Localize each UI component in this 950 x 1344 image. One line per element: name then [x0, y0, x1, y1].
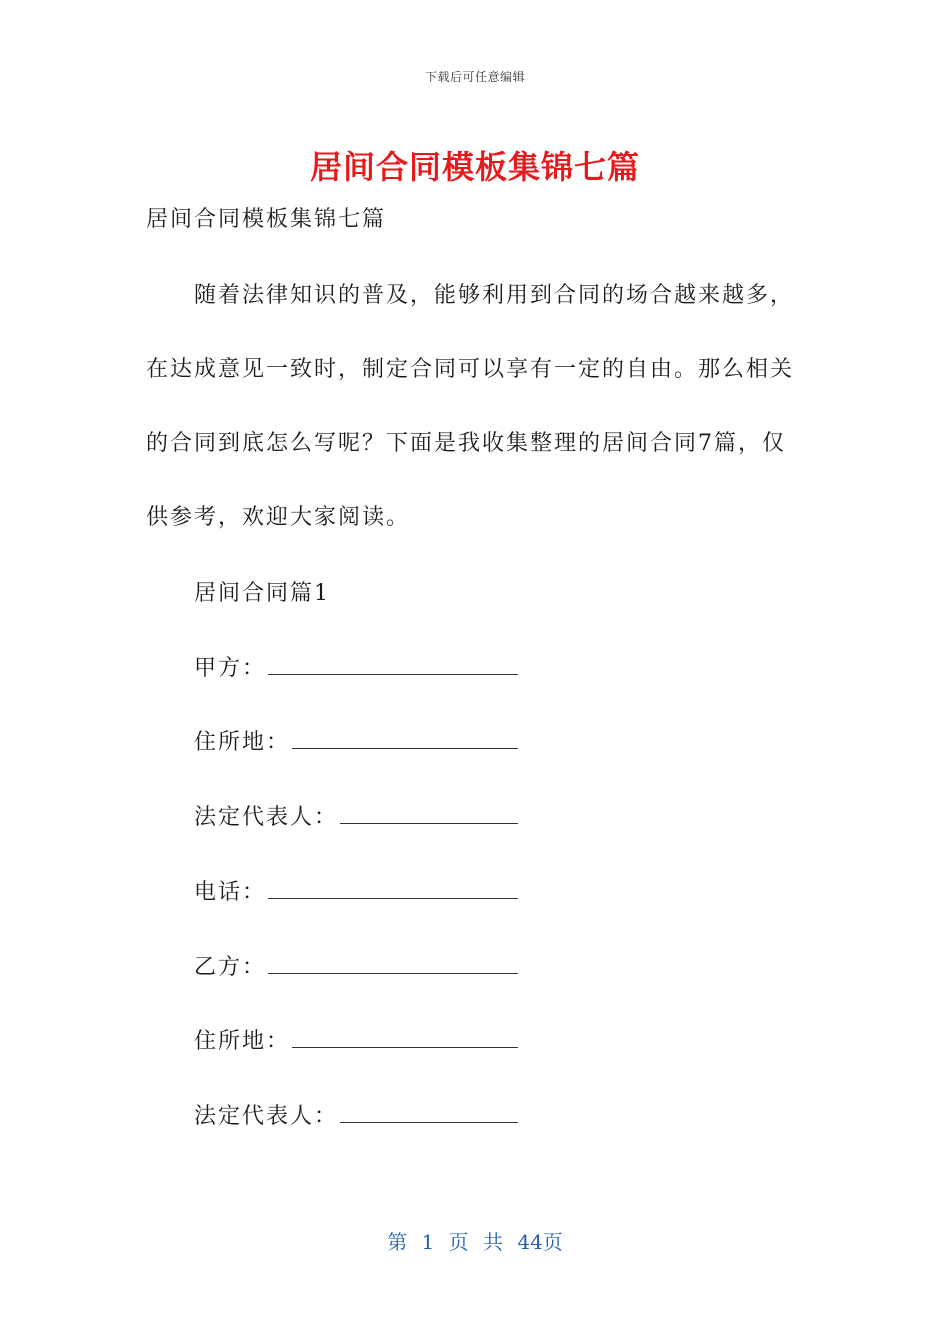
- field-party-b-address: [194, 1027, 518, 1056]
- document-title: 居间合同模板集锦七篇: [309, 148, 640, 186]
- header-note: 下载后可任意编辑: [424, 70, 525, 84]
- intro-line-4: 供参考，欢迎大家阅读。: [146, 505, 411, 530]
- page-number-footer: 第 1 页 共 44页: [387, 1230, 563, 1254]
- field-label: 住所地：: [194, 730, 291, 755]
- document-subtitle: 居间合同模板集锦七篇: [146, 207, 387, 232]
- field-label: 法定代表人：: [194, 805, 339, 830]
- field-label: 法定代表人：: [194, 1104, 339, 1129]
- fill-blank-line: [340, 803, 518, 824]
- fill-blank-line: [268, 878, 518, 899]
- field-party-b: [194, 953, 518, 982]
- field-party-a-address: [194, 728, 518, 757]
- field-party-b-representative: [194, 1102, 518, 1131]
- field-party-a: [194, 654, 518, 683]
- field-label: 甲方：: [194, 656, 267, 681]
- intro-line-3: 的合同到底怎么写呢？下面是我收集整理的居间合同7篇，仅: [146, 431, 786, 456]
- fill-blank-line: [292, 1027, 518, 1048]
- field-label: 电话：: [194, 880, 267, 905]
- section-heading: 居间合同篇1: [194, 581, 330, 606]
- field-party-a-phone: [194, 878, 518, 907]
- field-party-a-representative: [194, 803, 518, 832]
- fill-blank-line: [340, 1102, 518, 1123]
- field-label: 住所地：: [194, 1029, 291, 1054]
- intro-line-2: 在达成意见一致时，制定合同可以享有一定的自由。那么相关: [146, 357, 795, 382]
- field-label: 乙方：: [194, 955, 267, 980]
- fill-blank-line: [268, 654, 518, 675]
- intro-line-1: 随着法律知识的普及，能够利用到合同的场合越来越多，: [194, 283, 795, 308]
- fill-blank-line: [292, 728, 518, 749]
- fill-blank-line: [268, 953, 518, 974]
